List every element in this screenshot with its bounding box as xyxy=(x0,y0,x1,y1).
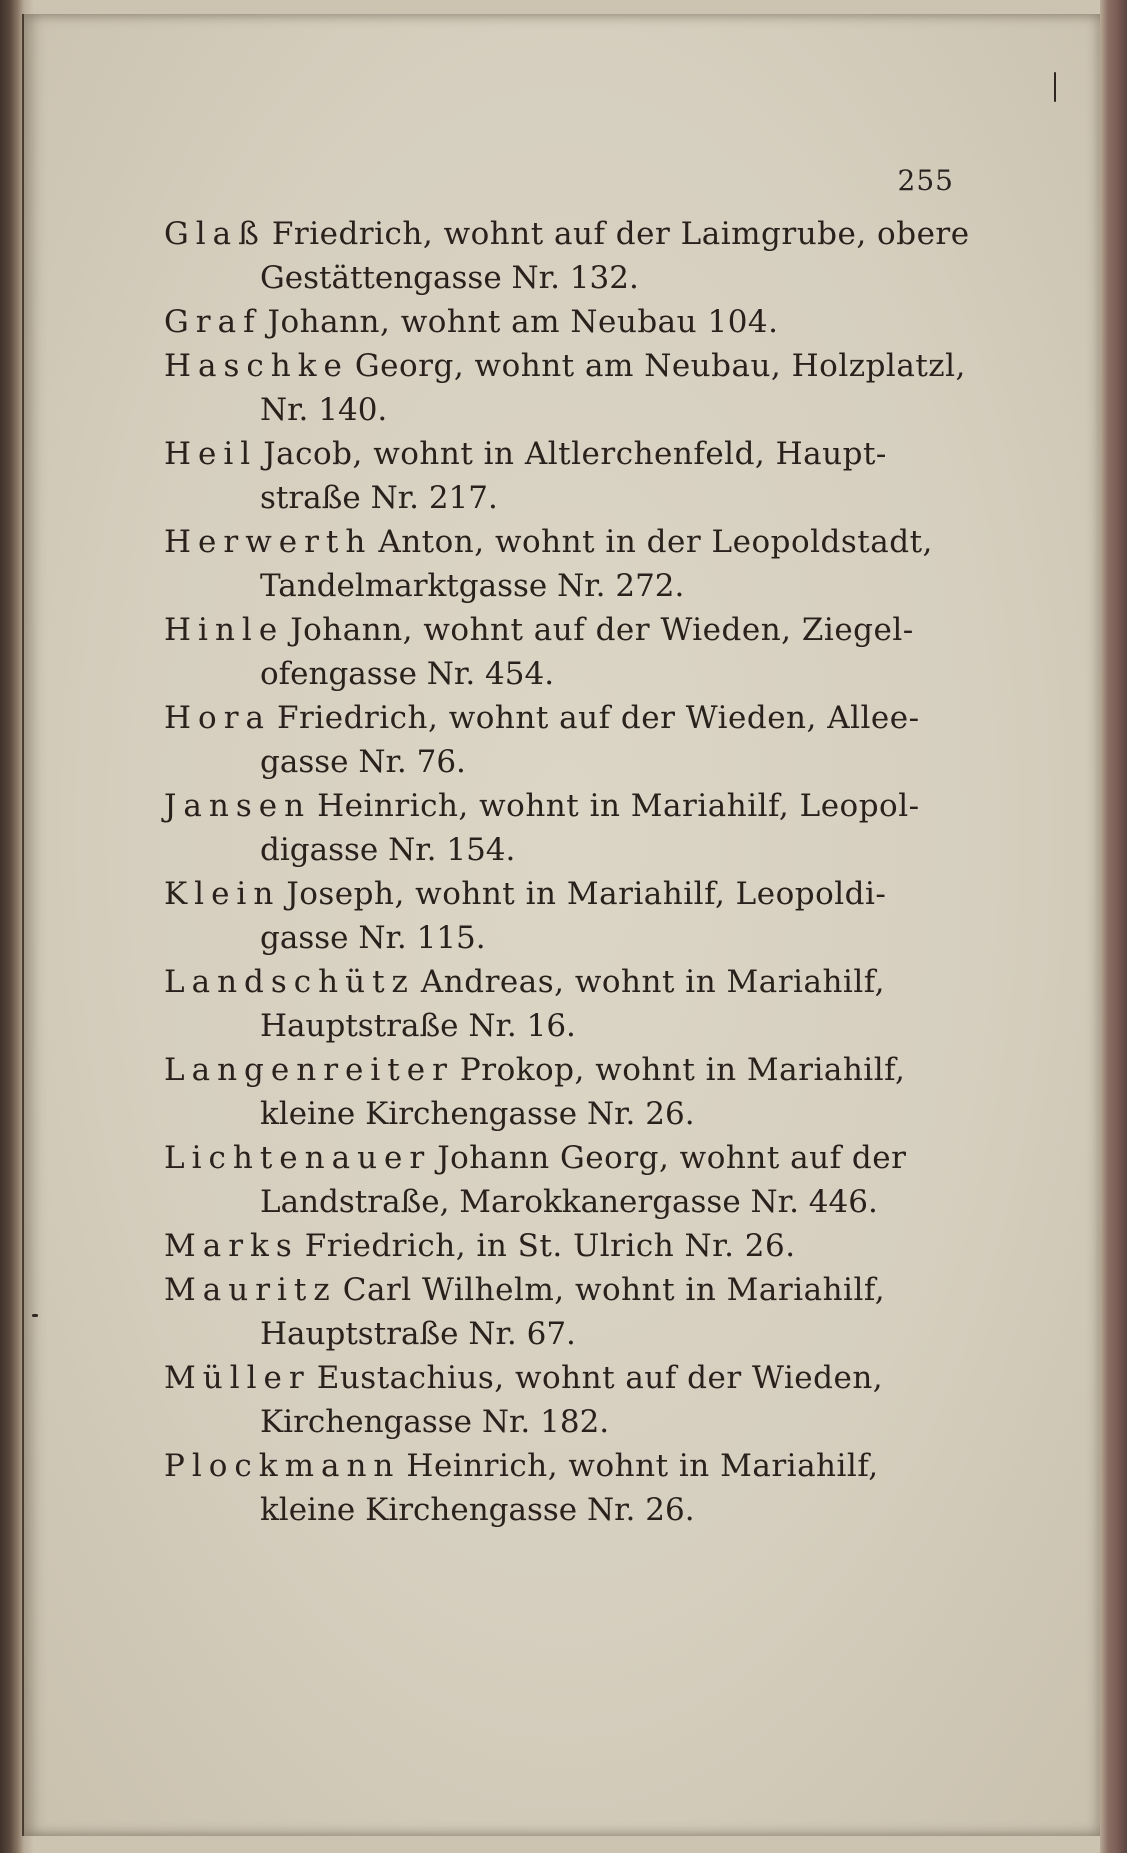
entry-continuation: Landstraße, Marokkanergasse Nr. 446. xyxy=(260,1184,878,1220)
entry-continuation: Tandelmarktgasse Nr. 272. xyxy=(260,568,685,604)
entry-line xyxy=(164,696,964,740)
entry-text: Friedrich, wohnt auf der Wieden, Allee- xyxy=(277,700,920,736)
entry-line xyxy=(164,300,964,344)
entry-surname: Hora xyxy=(164,700,271,736)
entry-text: Heinrich, wohnt in Mariahilf, Leopol- xyxy=(317,788,920,824)
entry-surname: Landschütz xyxy=(164,964,415,1000)
entry-surname: Haschke xyxy=(164,348,349,384)
entry xyxy=(164,1224,964,1268)
entry-text: Johann, wohnt auf der Wieden, Ziegel- xyxy=(290,612,914,648)
entry xyxy=(164,872,964,960)
entry-text: Prokop, wohnt in Mariahilf, xyxy=(459,1052,906,1088)
entry-line xyxy=(164,1356,964,1400)
entry-surname: Mauritz xyxy=(164,1272,337,1308)
entry-line xyxy=(164,960,964,1004)
entry-line xyxy=(164,344,964,388)
entry xyxy=(164,520,964,608)
entry xyxy=(164,1444,964,1532)
entry-text: Johann Georg, wohnt auf der xyxy=(437,1140,907,1176)
entry-line xyxy=(164,520,964,564)
entry-text: Anton, wohnt in der Leopoldstadt, xyxy=(378,524,933,560)
entry xyxy=(164,1356,964,1444)
entry-continuation: Kirchengasse Nr. 182. xyxy=(260,1404,610,1440)
entry-text: Joseph, wohnt in Mariahilf, Leopoldi- xyxy=(286,876,887,912)
entry-surname: Plockmann xyxy=(164,1448,401,1484)
entry-line xyxy=(164,1268,964,1312)
entry-surname: Heil xyxy=(164,436,258,472)
margin-mark xyxy=(32,1314,38,1317)
entry-text: Johann, wohnt am Neubau 104. xyxy=(267,304,779,340)
entry xyxy=(164,1268,964,1356)
entry-text: Friedrich, in St. Ulrich Nr. 26. xyxy=(304,1228,796,1264)
entry xyxy=(164,300,964,344)
entry-continuation: straße Nr. 217. xyxy=(260,480,498,516)
page-number: 255 xyxy=(897,164,954,197)
entry-continuation: Hauptstraße Nr. 67. xyxy=(260,1316,576,1352)
entry-continuation: gasse Nr. 115. xyxy=(260,920,486,956)
entry-surname: Jansen xyxy=(164,788,312,824)
entry xyxy=(164,960,964,1048)
directory-entries xyxy=(164,212,970,1532)
entry-continuation: Gestättengasse Nr. 132. xyxy=(260,260,639,296)
entry xyxy=(164,784,964,872)
entry-surname: Graf xyxy=(164,304,262,340)
entry xyxy=(164,696,964,784)
entry-line xyxy=(164,1136,964,1180)
entry-line xyxy=(164,608,964,652)
entry-surname: Klein xyxy=(164,876,281,912)
entry-text: Jacob, wohnt in Altlerchenfeld, Haupt- xyxy=(263,436,887,472)
entry xyxy=(164,1048,964,1136)
entry-surname: Herwerth xyxy=(164,524,373,560)
entry-continuation: Hauptstraße Nr. 16. xyxy=(260,1008,576,1044)
book-page xyxy=(22,14,1102,1836)
entry-surname: Lichtenauer xyxy=(164,1140,432,1176)
entry-surname: Müller xyxy=(164,1360,311,1396)
entry-text: Friedrich, wohnt auf der Laimgrube, obere xyxy=(271,216,970,252)
entry-continuation: gasse Nr. 76. xyxy=(260,744,466,780)
entry-text: Eustachius, wohnt auf der Wieden, xyxy=(316,1360,884,1396)
entry-surname: Langenreiter xyxy=(164,1052,454,1088)
entry-line xyxy=(164,784,964,828)
entry-line xyxy=(164,1224,964,1268)
entry xyxy=(164,608,964,696)
page-edge xyxy=(1100,0,1127,1853)
entry-continuation: Nr. 140. xyxy=(260,392,388,428)
entry-line xyxy=(164,872,964,916)
entry-continuation: kleine Kirchengasse Nr. 26. xyxy=(260,1492,695,1528)
entry-line xyxy=(164,1048,964,1092)
margin-mark xyxy=(1054,72,1056,102)
entry-surname: Glaß xyxy=(164,216,266,252)
entry-continuation: ofengasse Nr. 454. xyxy=(260,656,555,692)
entry-line xyxy=(164,1444,964,1488)
entry-continuation: digasse Nr. 154. xyxy=(260,832,516,868)
entry-continuation: kleine Kirchengasse Nr. 26. xyxy=(260,1096,695,1132)
entry xyxy=(164,1136,964,1224)
entry-text: Georg, wohnt am Neubau, Holzplatzl, xyxy=(354,348,966,384)
entry-surname: Marks xyxy=(164,1228,299,1264)
entry-text: Heinrich, wohnt in Mariahilf, xyxy=(406,1448,879,1484)
entry xyxy=(164,344,964,432)
entry-surname: Hinle xyxy=(164,612,285,648)
entry-text: Carl Wilhelm, wohnt in Mariahilf, xyxy=(342,1272,886,1308)
entry xyxy=(164,212,970,300)
entry xyxy=(164,432,964,520)
entry-line xyxy=(164,432,964,476)
entry-line xyxy=(164,212,970,256)
entry-text: Andreas, wohnt in Mariahilf, xyxy=(420,964,885,1000)
